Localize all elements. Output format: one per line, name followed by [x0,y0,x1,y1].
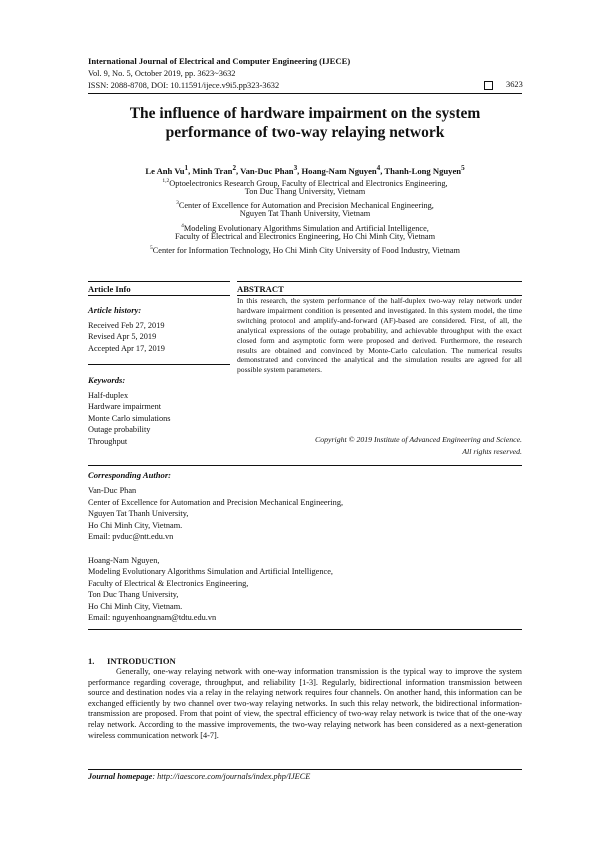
author2-email: Email: nguyenhoangnam@tdtu.edu.vn [88,613,217,622]
author2-name: Hoang-Nam Nguyen, [88,556,160,565]
author2-line: Faculty of Electrical & Electronics Engineering, [88,579,249,588]
copyright-line-1: Copyright © 2019 Institute of Advanced Engineering and Science. [315,435,522,444]
paper-title-line-1: The influence of hardware impairment on the system [129,105,481,122]
issn-doi: ISSN: 2088-8708, DOI: 10.11591/ijece.v9i5.pp323-3632 [88,81,280,90]
corresponding-bottom-rule [88,629,522,630]
affiliation-4: $^4$Modeling Evolutionary Algorithms Simulation and Artificial Intelligence, [181,223,429,233]
author1-email: Email: pvduc@ntt.edu.vn [88,532,174,541]
section-heading: INTRODUCTION [107,656,176,666]
keyword-item: Outage probability [88,425,151,434]
affiliation-1-cont: Ton Duc Thang University, Vietnam [244,187,366,196]
page-number: 3623 [506,80,523,89]
affiliation-3: $^3$Center of Excellence for Automation and Precision Mechanical Engineering, [176,200,434,210]
article-info-top-rule [88,281,230,282]
affiliation-1: $^{1,2}$Optoelectronics Research Group, Faculty of Electrical and Electronics Engineering, [162,178,448,188]
square-bullet-icon [484,81,493,90]
affiliation-4-cont: Faculty of Electrical and Electronics Engineering, Ho Chi Minh City, Vietnam [174,232,436,241]
copyright-line-2: All rights reserved. [462,447,522,456]
accepted-date: Accepted Apr 17, 2019 [88,344,165,353]
author2-line: Modeling Evolutionary Algorithms Simulation and Artificial Intelligence, [88,567,333,576]
history-heading: Article history: [88,305,142,315]
article-info-heading: Article Info [88,284,131,294]
keyword-item: Throughput [88,437,128,446]
abstract-heading: ABSTRACT [237,284,284,294]
author-list: Le Anh Vu$^1$, Minh Tran$^2$, Van-Duc Phan$^3$, Hoang-Nam Nguyen$^4$, Thanh-Long Nguyen$^5$ [145,164,465,176]
section-number: 1. [88,656,95,666]
author1-line: Ho Chi Minh City, Vietnam. [88,521,183,530]
affiliation-5: $^5$Center for Information Technology, Ho Chi Minh City University of Food Industry, Vietnam [149,245,460,255]
author1-line: Nguyen Tat Thanh University, [88,509,189,518]
author1-name: Van-Duc Phan [88,486,137,495]
author2-line: Ton Duc Thang University, [88,590,179,599]
homepage-label: Journal homepage [88,772,153,781]
keywords-heading: Keywords: [88,375,126,385]
history-divider [88,364,230,365]
volume-info: Vol. 9, No. 5, October 2019, pp. 3623~3632 [88,69,236,78]
header-divider [88,93,522,94]
footer-rule [88,769,522,770]
keyword-item: Monte Carlo simulations [88,414,171,423]
journal-name: International Journal of Electrical and Computer Engineering (IJECE) [88,56,351,66]
homepage-url[interactable]: : http://iaescore.com/journals/index.php/IJECE [152,772,311,781]
journal-homepage [88,772,310,781]
affiliation-3-cont: Nguyen Tat Thanh University, Vietnam [239,209,371,218]
corresponding-top-rule [88,465,522,466]
author1-line: Center of Excellence for Automation and Precision Mechanical Engineering, [88,498,344,507]
abstract-text: In this research, the system performance of the half-duplex two-way relay network under hardware impairment condition is presented and investigated. In this system model, the time switching protocol and amplify-and-forward (AF)-based are considered. First, of all, the analytical expressions of the outage probability, and achievable throughput with the exact closed form and asymptotic form were proposed and derived. Furthermore, the research results are obtained and convinced by Monte-Carlo calculation. The numerical results demonstrated and convinced the analytical and the simulation results are agreed for all possible system parameters. [237,296,522,375]
keyword-item: Hardware impairment [88,402,162,411]
revised-date: Revised Apr 5, 2019 [88,332,157,341]
keyword-item: Half-duplex [88,391,129,400]
paper-title [88,104,522,142]
article-info-head-rule [88,295,230,296]
introduction-text: Generally, one-way relaying network with one-way information transmission is the typical way to improve the system performance regarding coverage, throughput, and reliability [1-3]. Regularly, bidirectional information transmission between source and destination nodes via a relay in the relaying network requires four channels. On another hand, this information can be exchanged efficiently by two channel over two-way relaying networks. In such this relay network, the bidirectional information-transmission are proposed. From that point of view, the spectral efficiency of two-way relay network is twice that of the one-way relay network. According to the massive improvements, the two-way relaying network has been considered as a next-generation wireless communication network [4-7]. [88,667,522,740]
abstract-top-rule [237,281,522,282]
paper-title-line-2: performance of two-way relaying network [165,124,445,141]
received-date: Received Feb 27, 2019 [88,321,165,330]
corresponding-heading: Corresponding Author: [88,470,172,480]
author2-line: Ho Chi Minh City, Vietnam. [88,602,183,611]
